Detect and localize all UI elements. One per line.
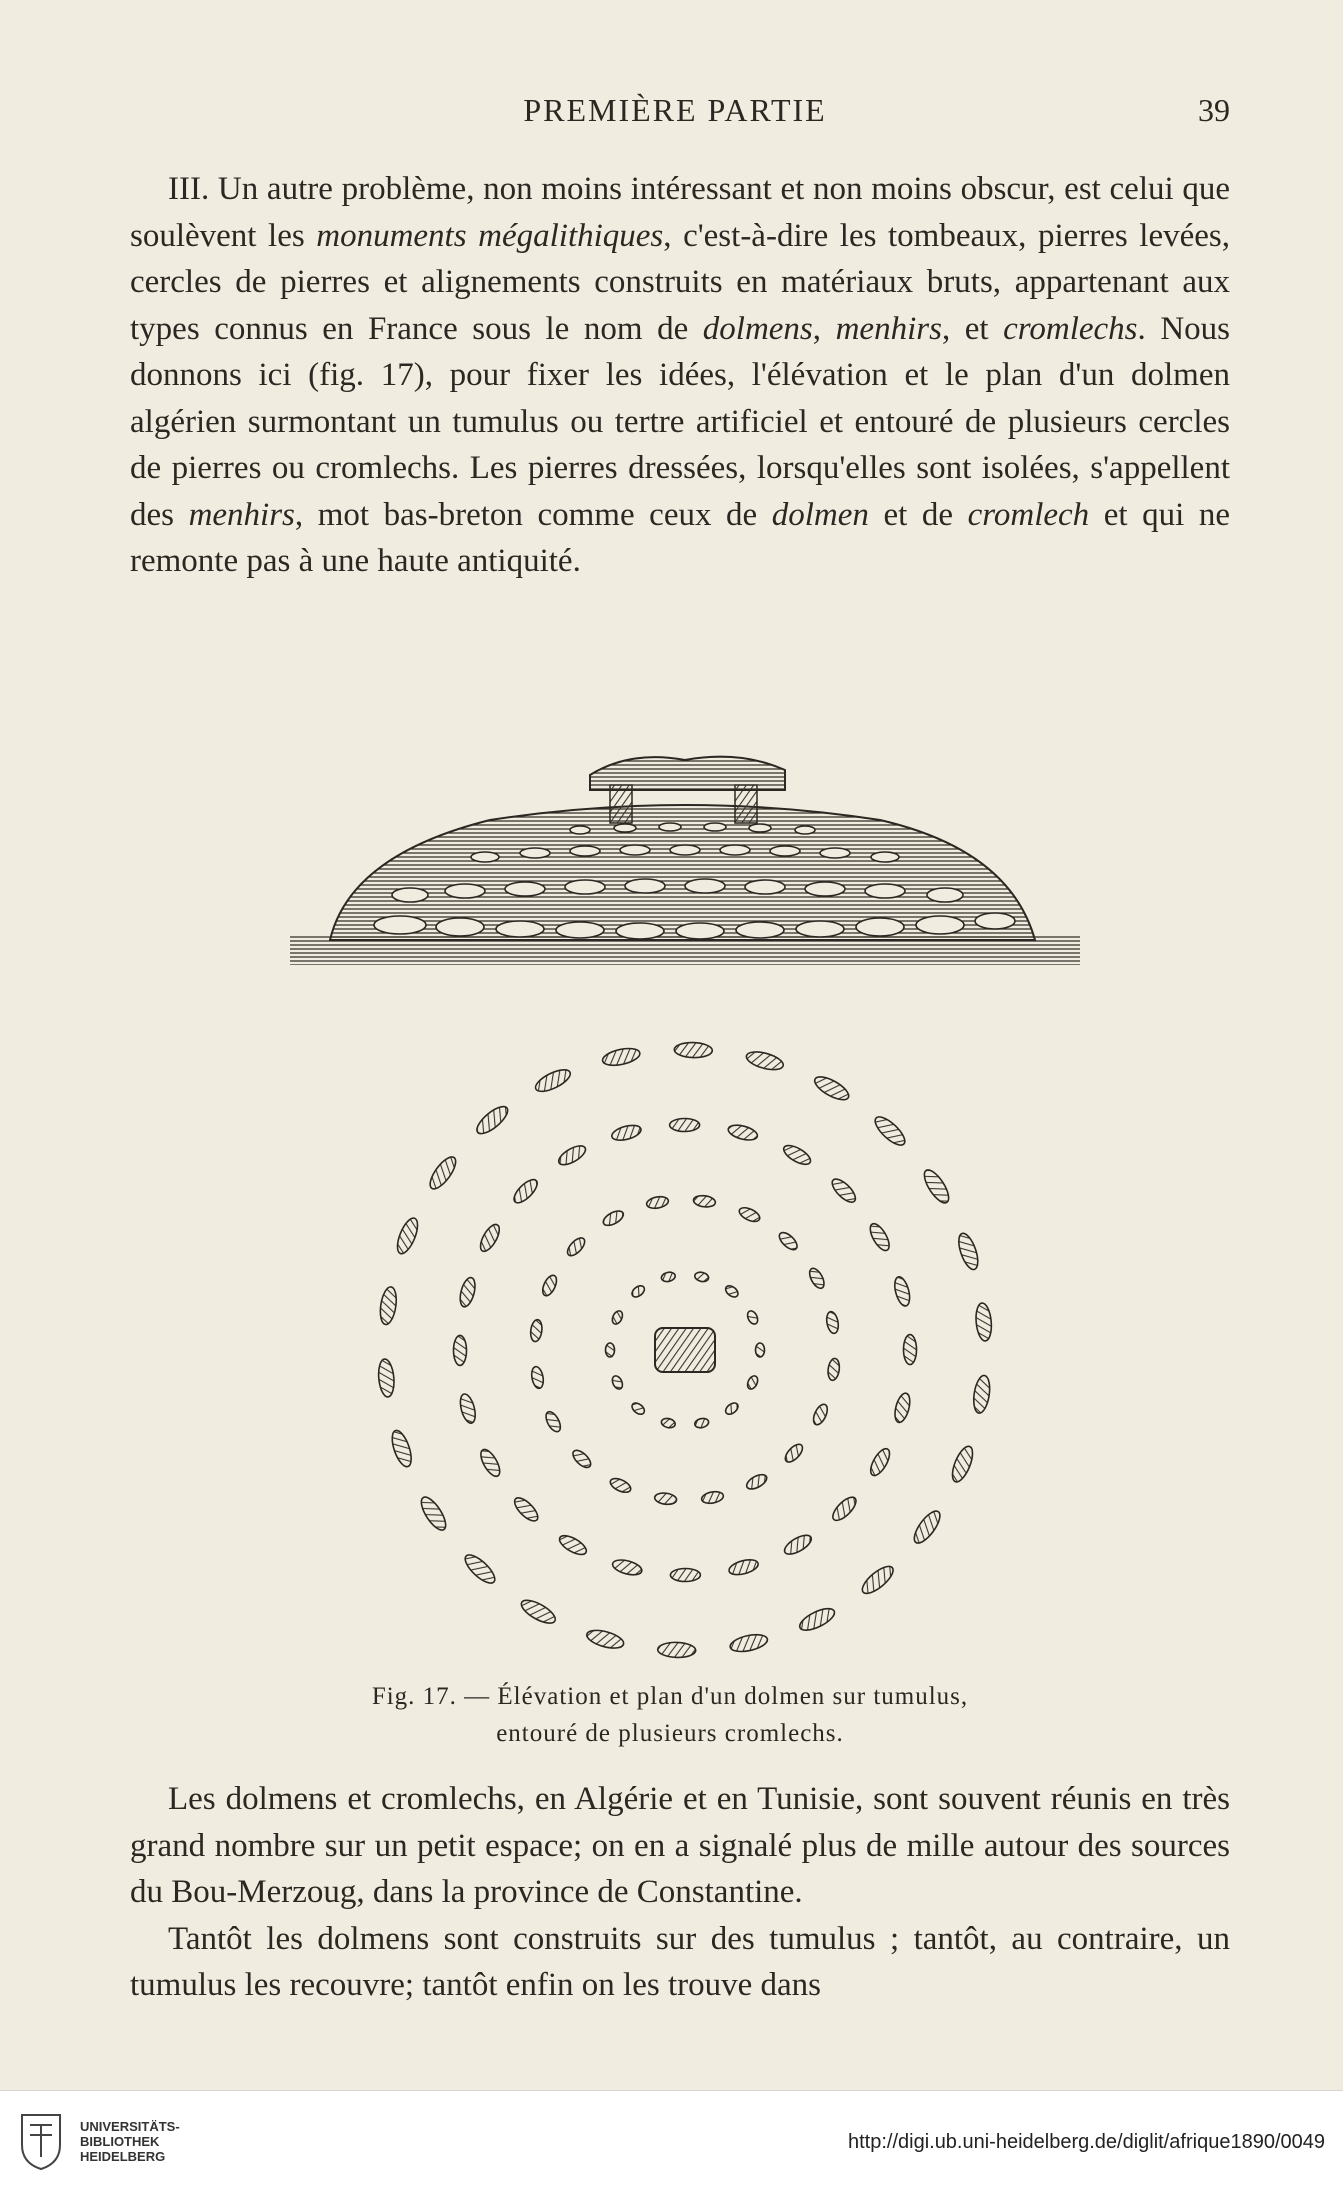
cromlech-stone (746, 1374, 760, 1391)
cromlech-stone (529, 1319, 543, 1342)
figure-dolmen-illustration (290, 735, 1080, 1665)
cromlech-stone (746, 1309, 760, 1326)
text-run: , (812, 310, 836, 347)
cromlech-stone (610, 1374, 624, 1391)
italic-term: menhirs (835, 310, 942, 347)
text-run: III. Un autre problème, non moins intéressant et non moins obscur, est celui que soulèvent les (130, 171, 1230, 254)
library-line: HEIDELBERG (80, 2149, 166, 2164)
cromlech-stone (701, 1490, 725, 1505)
cromlech-stone (533, 1066, 574, 1096)
cromlech-stone (570, 1447, 594, 1470)
cromlech-stone (867, 1221, 893, 1253)
cromlech-stone (781, 1142, 813, 1168)
paragraph-tumulus: Tantôt les dolmens sont construits sur des tumulus ; tantôt, au contraire, un tumulus les recouvre; tantôt enfin on les trouve dans (130, 1920, 1230, 2003)
cromlech-stone (473, 1102, 512, 1138)
cromlech-stone (724, 1401, 741, 1417)
cromlech-stone (377, 1358, 395, 1397)
cromlech-stone (543, 1409, 563, 1434)
italic-term: cromlechs (1003, 310, 1138, 347)
dolmen-engraving (290, 735, 1080, 1665)
cromlech-stone (727, 1557, 759, 1577)
cromlech-stone (458, 1392, 478, 1424)
italic-term: cromlech (967, 496, 1090, 533)
cromlech-stone (724, 1284, 741, 1300)
cromlech-stone (477, 1447, 503, 1479)
cromlech-stone (971, 1374, 991, 1414)
university-seal-icon (18, 2111, 64, 2171)
cromlech-stone (601, 1208, 626, 1228)
body-text-top (130, 166, 1230, 585)
elevation-view (290, 757, 1080, 965)
cromlech-stone (756, 1343, 765, 1357)
cromlech-stone (744, 1049, 785, 1074)
cromlech-stone (660, 1271, 676, 1283)
text-run: et de (868, 496, 968, 533)
plan-view (377, 1042, 993, 1658)
cromlech-stone (426, 1153, 461, 1193)
cromlech-stone (417, 1494, 450, 1534)
cromlech-stone (674, 1042, 712, 1058)
cromlech-stone (606, 1343, 615, 1357)
running-title: PREMIÈRE PARTIE (523, 92, 827, 128)
cromlech-stone (811, 1072, 851, 1104)
cromlech-stone (453, 1335, 466, 1365)
cromlech-stone (744, 1472, 769, 1492)
cromlech-stone (556, 1142, 588, 1168)
cromlech-stone (510, 1176, 540, 1206)
central-dolmen (655, 1328, 715, 1372)
text-run: , et (941, 310, 1004, 347)
cromlech-stone (585, 1627, 626, 1652)
cromlech-stone (565, 1235, 588, 1259)
cromlech-stone (670, 1568, 700, 1581)
cromlech-stone (388, 1428, 415, 1469)
library-footer (0, 2090, 1343, 2198)
cromlech-stone (955, 1231, 982, 1272)
italic-term: menhirs (188, 496, 295, 533)
cromlech-stone (825, 1311, 840, 1335)
text-run: . Nous donnons ici (fig. 17), pour fixer les idées, l'élévation et le plan d'un dolmen algérien surmontant un tumulus ou tertre artificiel et entouré de plusieurs cercles de pierres ou cromlechs. Les pierres dressées, lorsqu'elles sont isolées, s'appellent des (130, 310, 1230, 533)
caption-line-1: Fig. 17. — Élévation et plan d'un dolmen sur tumulus, (371, 1683, 969, 1710)
cromlech-stone (727, 1122, 759, 1142)
cromlech-stone (530, 1366, 545, 1390)
italic-term: monuments mégalithiques (316, 217, 664, 254)
cromlech-stone (693, 1194, 716, 1208)
cromlech-stone (608, 1476, 633, 1495)
cromlech-stone (797, 1604, 838, 1634)
cromlech-stone (903, 1335, 916, 1365)
cromlech-stone (657, 1642, 695, 1658)
body-text-bottom (130, 1776, 1230, 2009)
cromlech-stone (461, 1551, 499, 1588)
library-name (80, 2119, 180, 2164)
cromlech-stone (630, 1401, 647, 1417)
italic-term: dolmens (702, 310, 813, 347)
cromlech-stone (974, 1302, 992, 1341)
cromlech-stone (829, 1494, 859, 1524)
cromlech-stone (776, 1230, 800, 1253)
cromlech-stone (829, 1175, 859, 1205)
cromlech-stone (807, 1266, 827, 1291)
library-line: BIBLIOTHEK (80, 2134, 160, 2149)
italic-term: dolmen (771, 496, 869, 533)
cromlech-stone (646, 1195, 670, 1210)
cromlech-stone (920, 1166, 953, 1206)
page-header (120, 92, 1230, 132)
cromlech-stone (871, 1113, 909, 1150)
page-number: 39 (1198, 92, 1230, 128)
cromlech-stone (511, 1494, 541, 1524)
cromlech-stone (858, 1562, 897, 1598)
source-url-link[interactable]: http://digi.ub.uni-heidelberg.de/diglit/afrique1890/0049 (847, 2131, 1325, 2153)
cromlech-stone (630, 1284, 647, 1300)
cromlech-stone (557, 1532, 589, 1558)
cromlech-stone (540, 1273, 559, 1298)
cromlech-stone (811, 1402, 830, 1427)
cromlech-stone (694, 1417, 710, 1429)
cromlech-stone (782, 1441, 805, 1465)
cromlech-stone (892, 1392, 912, 1424)
cromlech-stone (948, 1444, 976, 1485)
cromlech-stone (694, 1271, 710, 1283)
text-run: , mot bas-breton comme ceux de (294, 496, 772, 533)
paragraph-megalithic (130, 166, 1230, 585)
cromlech-stone (737, 1205, 762, 1224)
cromlech-stone (827, 1358, 841, 1381)
text-run: et qui ne remonte pas à une haute antiquité. (130, 496, 1230, 579)
library-line: UNIVERSITÄTS- (80, 2119, 180, 2134)
cromlech-stone (601, 1046, 641, 1069)
paragraph-algeria: Les dolmens et cromlechs, en Algérie et en Tunisie, sont souvent réunis en très grand nombre sur un petit espace; on en a signalé plus de mille autour des sources du Bou-Merzoug, dans la province de Constantine. (130, 1781, 1230, 1910)
cromlech-stone (782, 1532, 814, 1558)
cromlech-stone (611, 1557, 643, 1577)
text-run: , c'est-à-dire les tombeaux, pierres levées, cercles de pierres et alignements construits en matériaux bruts, appartenant aux types connus en France sous le nom de (130, 217, 1230, 347)
cromlech-stone (610, 1309, 624, 1326)
cromlech-stone (729, 1632, 769, 1655)
cromlech-stone (393, 1215, 421, 1256)
cromlech-stone (867, 1446, 893, 1478)
cromlech-stone (892, 1275, 912, 1307)
cromlech-stone (670, 1118, 700, 1131)
cromlech-stone (477, 1222, 503, 1254)
cromlech-stone (910, 1507, 945, 1547)
cromlech-stone (457, 1276, 477, 1308)
cromlech-stone (610, 1123, 642, 1143)
cromlech-stone (654, 1492, 677, 1506)
cromlech-stone (378, 1286, 398, 1326)
caption-line-2: entouré de plusieurs cromlechs. (496, 1720, 844, 1747)
figure-caption (230, 1678, 1110, 1752)
cromlech-stone (660, 1417, 676, 1429)
cromlech-stone (518, 1596, 558, 1628)
